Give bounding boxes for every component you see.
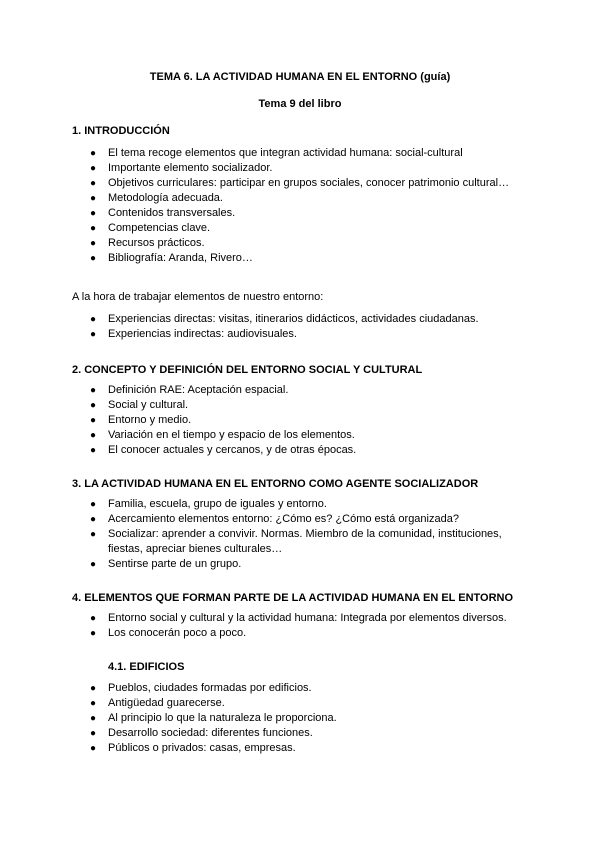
bullet-icon: ● — [90, 178, 97, 189]
bullet-icon: ● — [90, 683, 97, 694]
bullet-icon: ● — [90, 430, 97, 441]
list-item: ● El conocer actuales y cercanos, y de otras épocas. — [90, 444, 357, 456]
document-title: TEMA 6. LA ACTIVIDAD HUMANA EN EL ENTORNO (guía) — [149, 71, 451, 83]
list-item: ● Definición RAE: Aceptación espacial. — [90, 384, 289, 396]
bullet-list-agente-socializador — [0, 497, 600, 572]
list-item: ● Acercamiento elementos entorno: ¿Cómo es? ¿Cómo está organizada? — [90, 513, 459, 525]
list-item: ● Antigüedad guarecerse. — [90, 697, 225, 709]
bullet-icon: ● — [90, 559, 97, 570]
list-item: ● Competencias clave. — [90, 222, 211, 234]
list-item: ● Variación en el tiempo y espacio de los elementos. — [90, 429, 355, 441]
bullet-icon: ● — [90, 385, 97, 396]
bullet-icon: ● — [90, 514, 97, 525]
list-item: ● Experiencias indirectas: audiovisuales. — [90, 328, 297, 340]
list-item: ● Al principio lo que la naturaleza le proporciona. — [90, 712, 337, 724]
list-item: ● Entorno y medio. — [90, 414, 192, 426]
section-heading-elementos: 4. ELEMENTOS QUE FORMAN PARTE DE LA ACTIVIDAD HUMANA EN EL ENTORNO — [72, 592, 514, 604]
list-item: ● Desarrollo sociedad: diferentes funciones. — [90, 727, 313, 739]
list-item: ● Familia, escuela, grupo de iguales y entorno. — [90, 498, 327, 510]
section-heading-concepto: 2. CONCEPTO Y DEFINICIÓN DEL ENTORNO SOCIAL Y CULTURAL — [72, 364, 423, 376]
list-item: ● Pueblos, ciudades formadas por edificios. — [90, 682, 312, 694]
bullet-icon: ● — [90, 253, 97, 264]
bullet-icon: ● — [90, 728, 97, 739]
list-item: ● Contenidos transversales. — [90, 207, 236, 219]
intro-paragraph: A la hora de trabajar elementos de nuestro entorno: — [72, 291, 324, 303]
bullet-icon: ● — [90, 193, 97, 204]
bullet-list-edificios — [0, 681, 600, 756]
bullet-list-introduccion — [0, 146, 600, 266]
list-item: ● Entorno social y cultural y la actividad humana: Integrada por elementos diversos. — [90, 612, 507, 624]
list-item: ● Socializar: aprender a convivir. Normas. Miembro de la comunidad, instituciones, fiestas, apreciar bienes culturales… — [90, 528, 502, 555]
list-item: ● Recursos prácticos. — [90, 237, 205, 249]
bullet-icon: ● — [90, 613, 97, 624]
document-subtitle: Tema 9 del libro — [258, 98, 342, 110]
bullet-icon: ● — [90, 499, 97, 510]
bullet-icon: ● — [90, 628, 97, 639]
section-heading-agente-socializador: 3. LA ACTIVIDAD HUMANA EN EL ENTORNO COMO AGENTE SOCIALIZADOR — [72, 478, 479, 490]
list-item: ● Social y cultural. — [90, 399, 189, 411]
bullet-icon: ● — [90, 148, 97, 159]
bullet-icon: ● — [90, 223, 97, 234]
bullet-icon: ● — [90, 713, 97, 724]
bullet-icon: ● — [90, 208, 97, 219]
bullet-icon: ● — [90, 415, 97, 426]
bullet-icon: ● — [90, 743, 97, 754]
bullet-icon: ● — [90, 329, 97, 340]
bullet-icon: ● — [90, 400, 97, 411]
subsection-heading-edificios: 4.1. EDIFICIOS — [108, 661, 185, 673]
bullet-icon: ● — [90, 445, 97, 456]
list-item: ● Los conocerán poco a poco. — [90, 627, 247, 639]
section-heading-introduccion: 1. INTRODUCCIÓN — [72, 125, 170, 137]
list-item: ● Públicos o privados: casas, empresas. — [90, 742, 296, 754]
bullet-list-elementos — [0, 611, 600, 641]
bullet-icon: ● — [90, 314, 97, 325]
bullet-icon: ● — [90, 238, 97, 249]
bullet-icon: ● — [90, 698, 97, 709]
bullet-list-concepto — [0, 383, 600, 458]
list-item: ● Metodología adecuada. — [90, 192, 223, 204]
list-item: ● Importante elemento socializador. — [90, 162, 273, 174]
bullet-icon: ● — [90, 163, 97, 174]
bullet-list-experiencias — [0, 312, 600, 342]
list-item: ● Experiencias directas: visitas, itinerarios didácticos, actividades ciudadanas. — [90, 313, 479, 325]
list-item: ● El tema recoge elementos que integran actividad humana: social-cultural — [90, 147, 463, 159]
list-item: ● Objetivos curriculares: participar en grupos sociales, conocer patrimonio cultural… — [90, 177, 510, 189]
list-item: ● Bibliografía: Aranda, Rivero… — [90, 252, 253, 264]
list-item: ● Sentirse parte de un grupo. — [90, 558, 242, 570]
bullet-icon: ● — [90, 529, 97, 540]
